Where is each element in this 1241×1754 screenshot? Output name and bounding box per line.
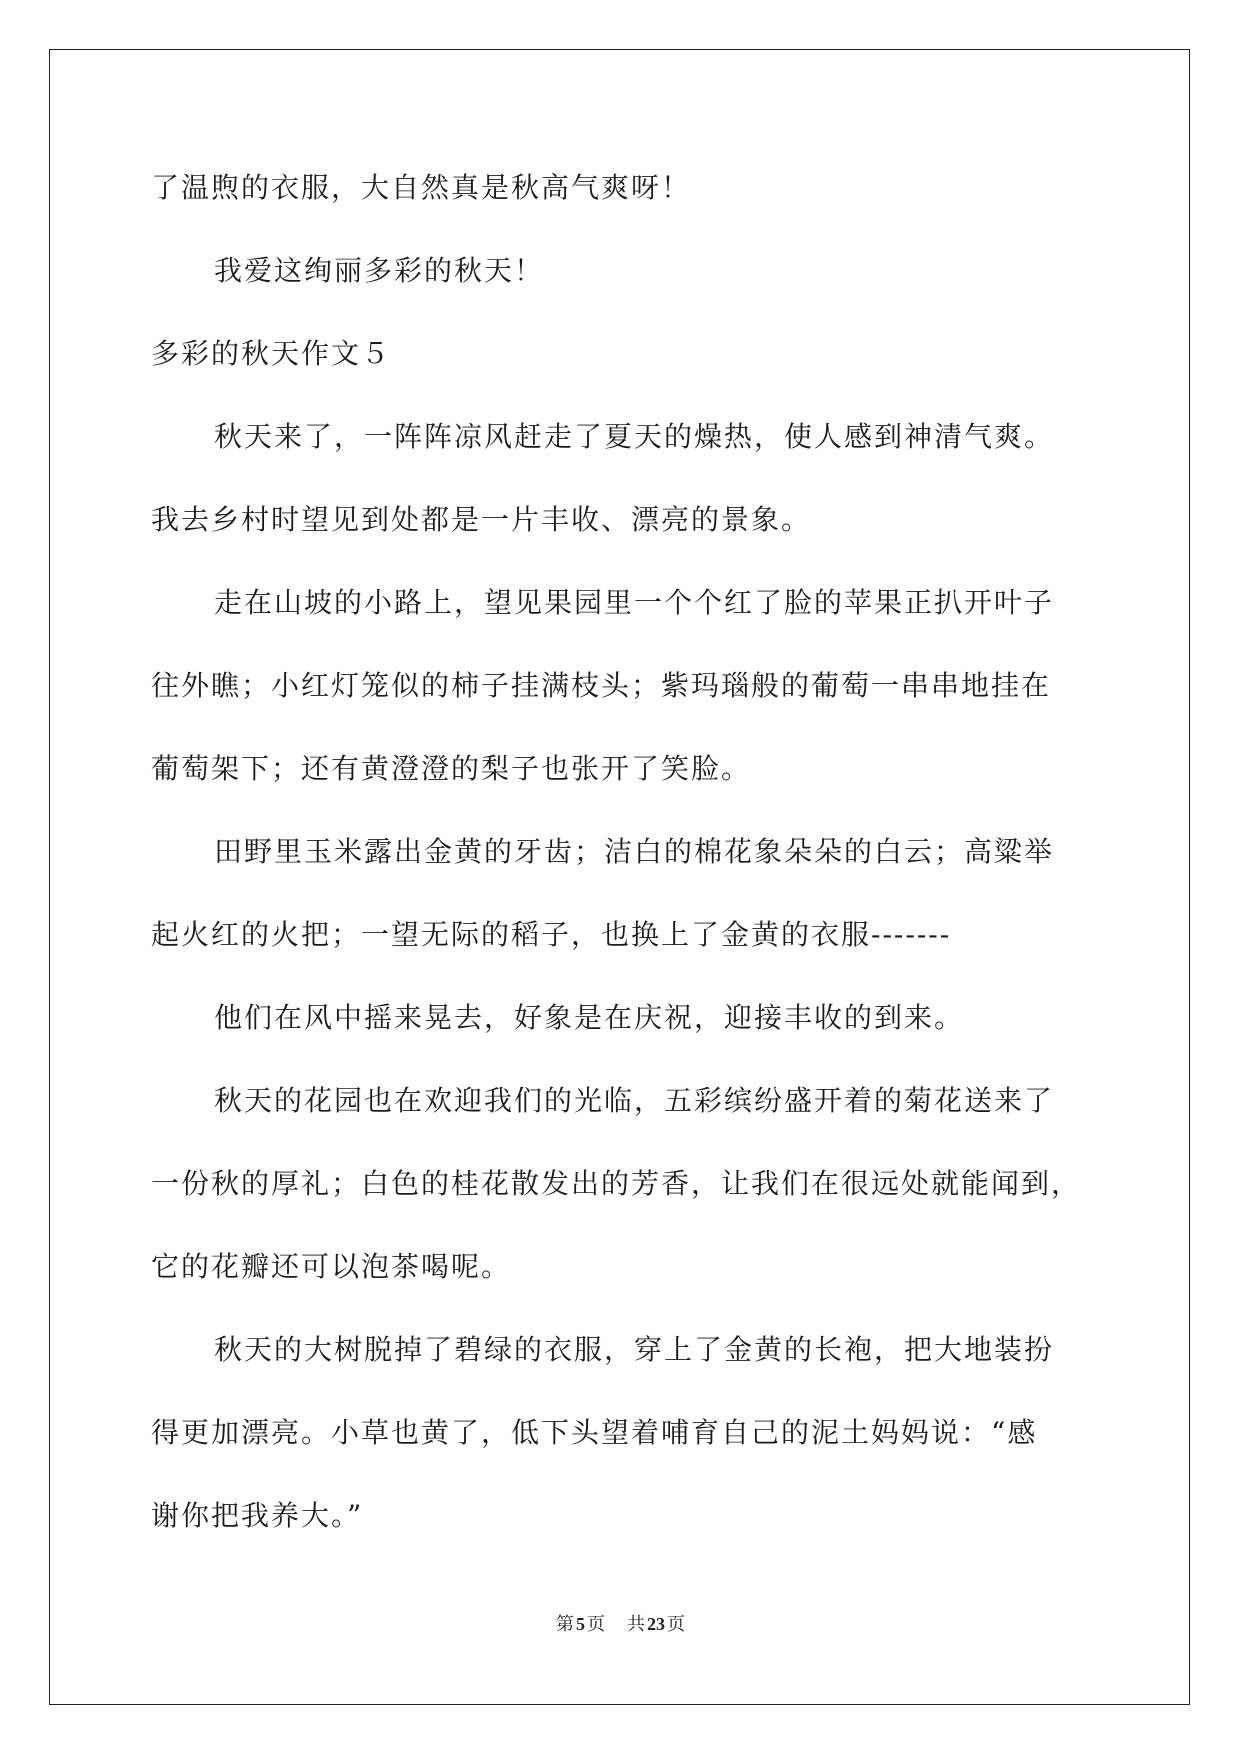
total-prefix: 共 [627,1614,645,1634]
text-line: 了温煦的衣服，大自然真是秋高气爽呀！ [151,171,692,204]
text-line: 它的花瓣还可以泡茶喝呢。 [151,1250,512,1283]
text-line: 田野里玉米露出金黄的牙齿；洁白的棉花象朵朵的白云；高粱举 [214,835,1055,868]
text-line: 葡萄架下；还有黄澄澄的梨子也张开了笑脸。 [151,752,752,785]
text-line: 起火红的火把；一望无际的稻子，也换上了金黄的衣服------- [151,918,952,951]
text-line: 秋天的花园也在欢迎我们的光临，五彩缤纷盛开着的菊花送来了 [214,1084,1055,1117]
page-border [49,49,1190,1705]
page-current: 5 [576,1614,585,1634]
total-suffix: 页 [667,1614,685,1634]
total-pages: 23 [647,1614,665,1634]
page-suffix: 页 [587,1614,605,1634]
text-line: 走在山坡的小路上，望见果园里一个个红了脸的苹果正扒开叶子 [214,586,1055,619]
text-line: 秋天来了，一阵阵凉风赶走了夏天的燥热，使人感到神清气爽。 [214,420,1055,453]
page-prefix: 第 [556,1614,574,1634]
text-line: 我爱这绚丽多彩的秋天！ [214,254,545,287]
text-line: 我去乡村时望见到处都是一片丰收、漂亮的景象。 [151,503,812,536]
page-footer [0,1612,1241,1636]
text-line: 他们在风中摇来晃去，好象是在庆祝，迎接丰收的到来。 [214,1001,965,1034]
text-line: 得更加漂亮。小草也黄了，低下头望着哺育自己的泥土妈妈说：“感 [151,1416,1038,1449]
text-line: 一份秋的厚礼；白色的桂花散发出的芳香，让我们在很远处就能闻到， [151,1167,1082,1200]
text-line: 往外瞧；小红灯笼似的柿子挂满枝头；紫玛瑙般的葡萄一串串地挂在 [151,669,1052,702]
text-line: 谢你把我养大。” [151,1499,364,1532]
text-line: 秋天的大树脱掉了碧绿的衣服，穿上了金黄的长袍，把大地装扮 [214,1333,1055,1366]
section-heading: 多彩的秋天作文５ [151,337,392,370]
